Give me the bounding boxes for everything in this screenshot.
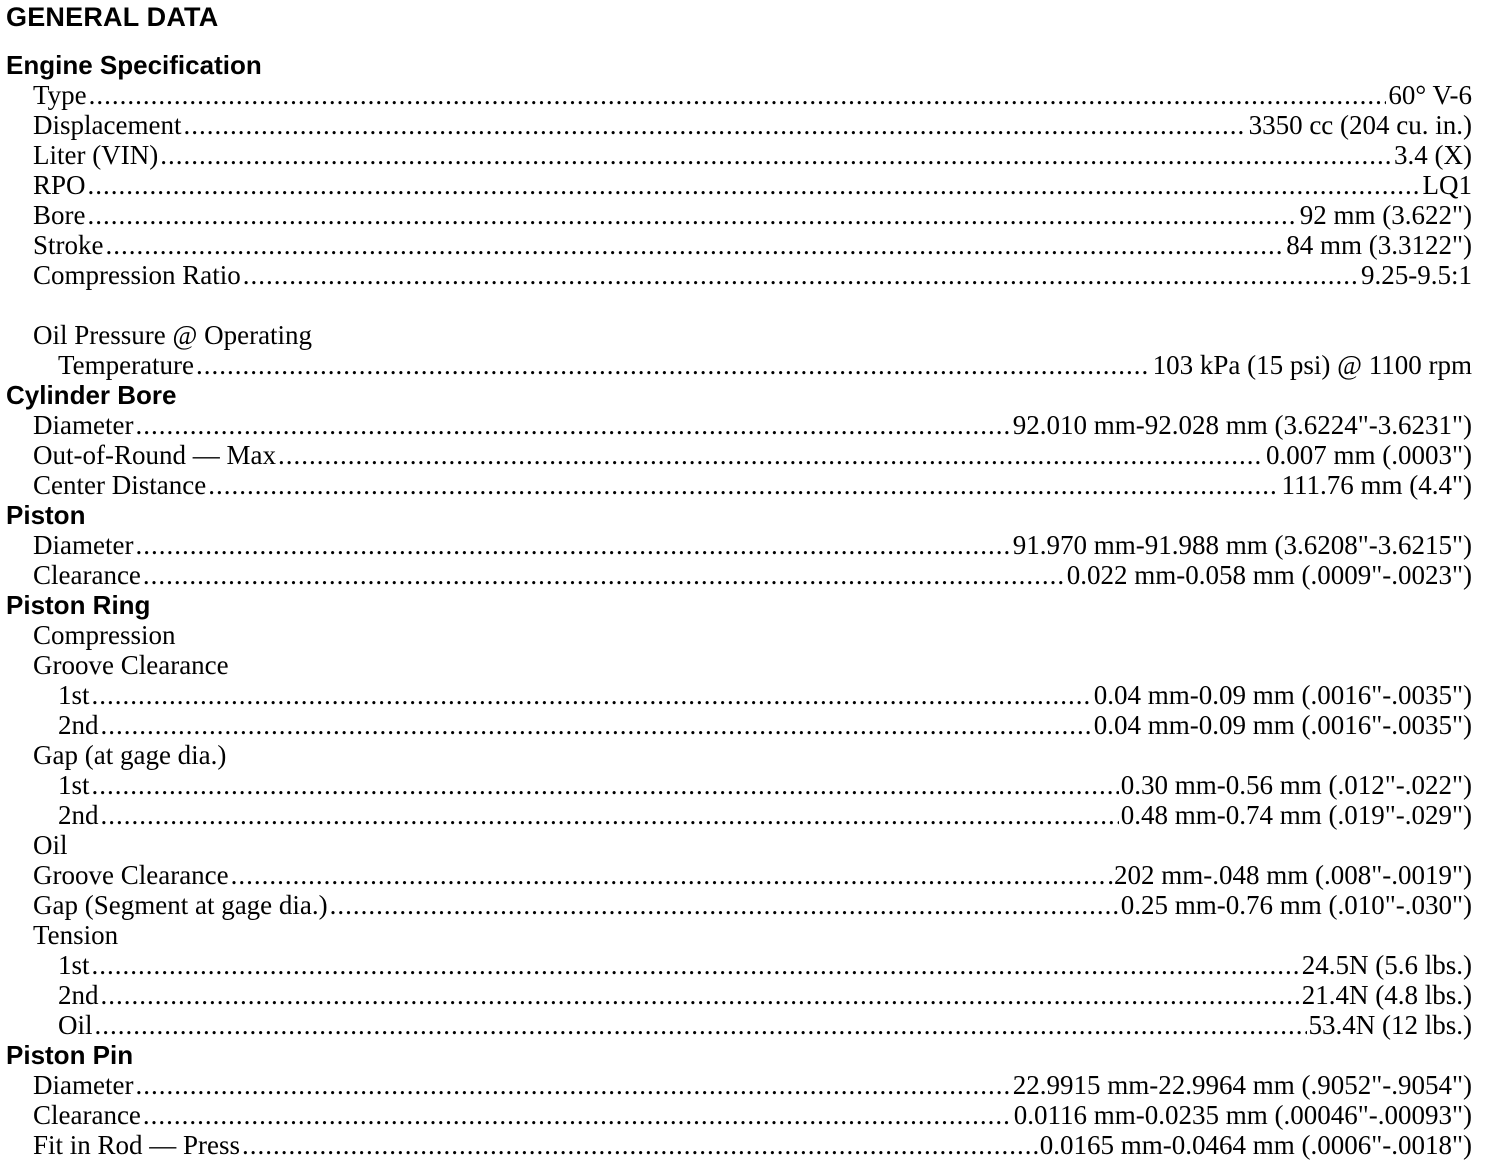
section-heading-piston: Piston xyxy=(6,500,86,530)
dot-leader xyxy=(92,950,1300,980)
section-heading-piston-ring: Piston Ring xyxy=(6,590,151,620)
spec-entry xyxy=(33,440,1472,470)
spec-entry xyxy=(33,140,1472,170)
spec-row-stroke xyxy=(0,230,1504,260)
dot-leader xyxy=(135,410,1010,440)
spec-row-out-of-round xyxy=(0,440,1504,470)
spec-value: 9.25-9.5:1 xyxy=(1361,260,1472,290)
spec-value: 21.4N (4.8 lbs.) xyxy=(1301,980,1472,1010)
section-heading-cylinder-bore: Cylinder Bore xyxy=(6,380,177,410)
spec-value: 92.010 mm-92.028 mm (3.6224"-3.6231") xyxy=(1012,410,1472,440)
spec-entry xyxy=(33,530,1472,560)
spec-row-gap-2nd xyxy=(0,800,1504,830)
spec-row-bore xyxy=(0,200,1504,230)
spec-value: 111.76 mm (4.4") xyxy=(1281,470,1472,500)
spec-label: Center Distance xyxy=(33,470,207,500)
spec-entry xyxy=(33,200,1472,230)
dot-leader xyxy=(196,350,1151,380)
dot-leader xyxy=(160,140,1392,170)
dot-leader xyxy=(92,770,1119,800)
spec-label: RPO xyxy=(33,170,86,200)
spec-value: 3.4 (X) xyxy=(1394,140,1472,170)
spec-row-groove-2nd xyxy=(0,710,1504,740)
spec-value: 84 mm (3.3122") xyxy=(1286,230,1472,260)
spec-entry xyxy=(33,1100,1472,1130)
spec-label: 1st xyxy=(58,950,90,980)
spec-label: 2nd xyxy=(58,980,99,1010)
spec-value: 0.022 mm-0.058 mm (.0009"-.0023") xyxy=(1066,560,1472,590)
spec-label: Temperature xyxy=(58,350,195,380)
spec-entry xyxy=(58,350,1472,380)
spec-label: Oil xyxy=(58,1010,93,1040)
dot-leader xyxy=(106,230,1285,260)
spec-label: Gap (Segment at gage dia.) xyxy=(33,890,328,920)
dot-leader xyxy=(135,1070,1010,1100)
subheading-row xyxy=(0,650,1504,680)
spec-value: 53.4N (12 lbs.) xyxy=(1308,1010,1472,1040)
spec-value: LQ1 xyxy=(1422,170,1472,200)
dot-leader xyxy=(101,800,1119,830)
spec-value: 0.04 mm-0.09 mm (.0016"-.0035") xyxy=(1093,680,1472,710)
spec-label: Diameter xyxy=(33,1070,134,1100)
spec-value: 24.5N (5.6 lbs.) xyxy=(1301,950,1472,980)
dot-leader xyxy=(92,680,1092,710)
spec-value: 91.970 mm-91.988 mm (3.6208"-3.6215") xyxy=(1012,530,1472,560)
spec-value: 0.25 mm-0.76 mm (.010"-.030") xyxy=(1120,890,1472,920)
dot-leader xyxy=(183,110,1246,140)
spec-value: 92 mm (3.622") xyxy=(1299,200,1472,230)
spec-entry xyxy=(33,890,1472,920)
subheading-groove-clearance: Groove Clearance xyxy=(33,650,229,680)
blank-row xyxy=(0,290,1504,320)
spec-row-piston-diameter xyxy=(0,530,1504,560)
subheading-oil: Oil xyxy=(33,830,68,860)
spec-label: Diameter xyxy=(33,410,134,440)
subheading-row xyxy=(0,920,1504,950)
subheading-row xyxy=(0,830,1504,860)
spec-entry xyxy=(33,80,1472,110)
subheading-compression: Compression xyxy=(33,620,176,650)
spec-label: Compression Ratio xyxy=(33,260,241,290)
spec-row-oil-pressure xyxy=(0,350,1504,380)
section-row xyxy=(0,380,1504,410)
spec-value: 22.9915 mm-22.9964 mm (.9052"-.9054") xyxy=(1012,1070,1472,1100)
spec-row-piston-clearance xyxy=(0,560,1504,590)
section-row xyxy=(0,50,1504,80)
spec-value: 0.04 mm-0.09 mm (.0016"-.0035") xyxy=(1093,710,1472,740)
spec-label: Clearance xyxy=(33,560,141,590)
spec-label: Oil Pressure @ Operating xyxy=(33,320,313,350)
spec-entry xyxy=(58,710,1472,740)
section-row xyxy=(0,500,1504,530)
page-title: GENERAL DATA xyxy=(6,2,219,32)
spec-label: Groove Clearance xyxy=(33,860,229,890)
spec-value: 60° V-6 xyxy=(1388,80,1472,110)
spec-entry xyxy=(33,230,1472,260)
spec-row-compression-ratio xyxy=(0,260,1504,290)
dot-leader xyxy=(143,1100,1012,1130)
spec-row-tension-oil xyxy=(0,1010,1504,1040)
spec-row-tension-1st xyxy=(0,950,1504,980)
spec-entry xyxy=(33,1070,1472,1100)
spec-entry xyxy=(33,110,1472,140)
section-heading-engine: Engine Specification xyxy=(6,50,262,80)
spec-entry xyxy=(33,260,1472,290)
spec-row-oil-gap xyxy=(0,890,1504,920)
spec-value: 0.30 mm-0.56 mm (.012"-.022") xyxy=(1120,770,1472,800)
spec-row-gap-1st xyxy=(0,770,1504,800)
spec-value: .202 mm-.048 mm (.008"-.0019") xyxy=(1107,860,1472,890)
subheading-tension: Tension xyxy=(33,920,119,950)
spec-label: Fit in Rod — Press xyxy=(33,1130,241,1160)
spec-row-groove-1st xyxy=(0,680,1504,710)
spec-label: 1st xyxy=(58,770,90,800)
section-row xyxy=(0,1040,1504,1070)
spec-label: Clearance xyxy=(33,1100,141,1130)
dot-leader xyxy=(135,530,1010,560)
dot-leader xyxy=(243,260,1359,290)
spec-value: 0.48 mm-0.74 mm (.019"-.029") xyxy=(1120,800,1472,830)
spec-label: Stroke xyxy=(33,230,104,260)
spec-entry xyxy=(58,1010,1472,1040)
spec-value: 0.0165 mm-0.0464 mm (.0006"-.0018") xyxy=(1039,1130,1472,1160)
spec-row-liter xyxy=(0,140,1504,170)
spec-label: Liter (VIN) xyxy=(33,140,159,170)
spec-row-pin-diameter xyxy=(0,1070,1504,1100)
spec-value: 0.0116 mm-0.0235 mm (.00046"-.00093") xyxy=(1013,1100,1472,1130)
spec-label: Out-of-Round — Max xyxy=(33,440,276,470)
section-row xyxy=(0,590,1504,620)
spec-row-rpo xyxy=(0,170,1504,200)
dot-leader xyxy=(87,200,1297,230)
spec-label: Diameter xyxy=(33,530,134,560)
spec-label: 2nd xyxy=(58,710,99,740)
spec-row-oil-groove-clearance xyxy=(0,860,1504,890)
dot-leader xyxy=(101,710,1092,740)
spec-row-type xyxy=(0,80,1504,110)
dot-leader xyxy=(231,860,1106,890)
dot-leader xyxy=(88,170,1421,200)
spec-label: 2nd xyxy=(58,800,99,830)
spec-entry xyxy=(33,860,1472,890)
subheading-row xyxy=(0,620,1504,650)
spec-label: Displacement xyxy=(33,110,182,140)
spec-entry xyxy=(33,410,1472,440)
spec-label: 1st xyxy=(58,680,90,710)
dot-leader xyxy=(278,440,1264,470)
spec-entry xyxy=(33,170,1472,200)
spec-value: 103 kPa (15 psi) @ 1100 rpm xyxy=(1152,350,1472,380)
spec-entry xyxy=(58,950,1472,980)
spec-entry xyxy=(58,980,1472,1010)
spec-entry xyxy=(58,680,1472,710)
dot-leader xyxy=(101,980,1300,1010)
dot-leader xyxy=(95,1010,1307,1040)
spec-value: 0.007 mm (.0003") xyxy=(1265,440,1472,470)
spec-row-bore-diameter xyxy=(0,410,1504,440)
section-heading-piston-pin: Piston Pin xyxy=(6,1040,134,1070)
spec-label: Bore xyxy=(33,200,86,230)
spec-entry xyxy=(33,560,1472,590)
subheading-row xyxy=(0,740,1504,770)
spec-list xyxy=(0,50,1504,1160)
spec-entry xyxy=(33,470,1472,500)
spec-row-tension-2nd xyxy=(0,980,1504,1010)
spec-row-oil-pressure-label xyxy=(0,320,1504,350)
dot-leader xyxy=(208,470,1279,500)
spec-entry xyxy=(58,770,1472,800)
spec-value: 3350 cc (204 cu. in.) xyxy=(1248,110,1472,140)
spec-entry xyxy=(58,800,1472,830)
subheading-gap: Gap (at gage dia.) xyxy=(33,740,227,770)
spec-row-pin-clearance xyxy=(0,1100,1504,1130)
dot-leader xyxy=(330,890,1119,920)
spec-label: Type xyxy=(33,80,87,110)
spec-row-displacement xyxy=(0,110,1504,140)
dot-leader xyxy=(143,560,1065,590)
spec-row-center-distance xyxy=(0,470,1504,500)
dot-leader xyxy=(89,80,1387,110)
